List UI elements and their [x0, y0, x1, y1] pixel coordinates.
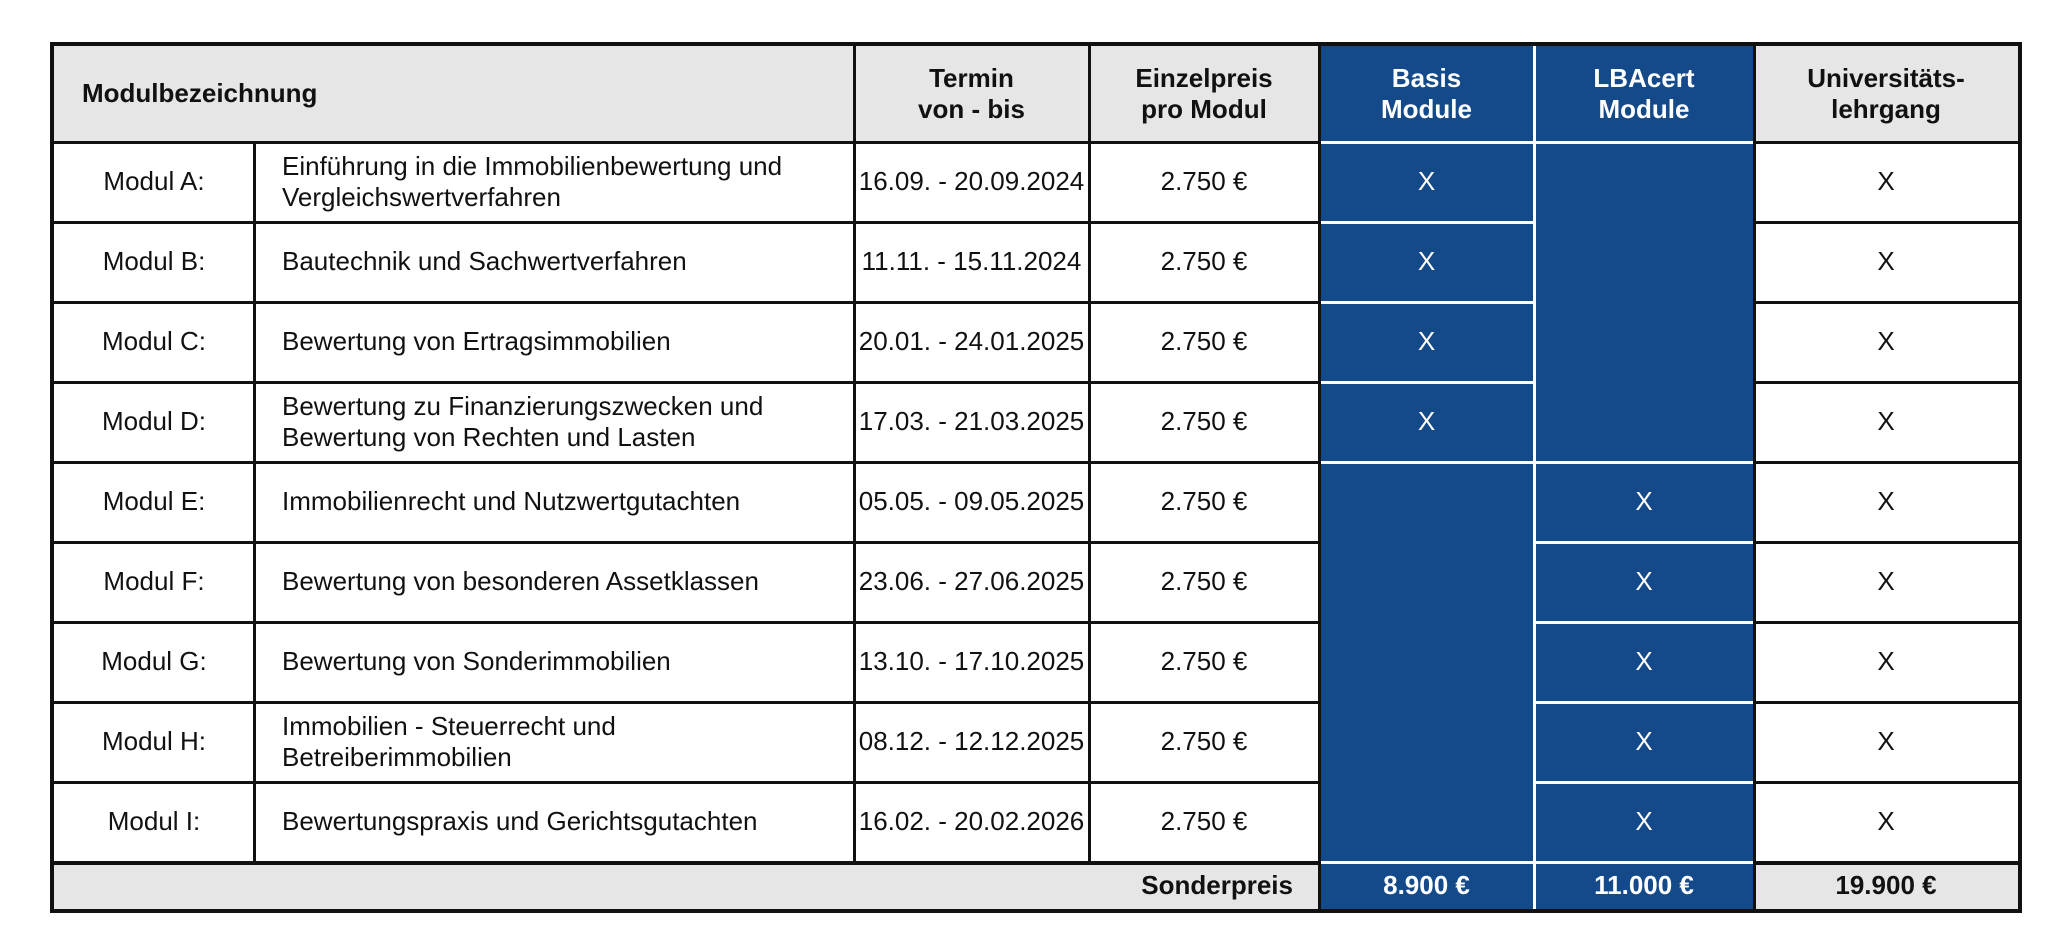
uni-mark	[1754, 702, 2018, 782]
row-divider	[54, 141, 1319, 144]
module-price	[1089, 462, 1319, 542]
uni-mark	[1754, 622, 2018, 702]
module-termin	[854, 622, 1089, 702]
module-price	[1089, 782, 1319, 862]
module-price-text: 2.750 €	[1160, 726, 1248, 757]
lbacert-mark-text: X	[1635, 486, 1653, 517]
module-code	[54, 142, 254, 222]
uni-mark-text: X	[1877, 646, 1895, 677]
module-termin	[854, 702, 1089, 782]
header-einzelpreis	[1089, 46, 1319, 142]
lbacert-divider	[1534, 701, 1754, 704]
blue-col-divider	[1533, 46, 1536, 909]
row-divider	[54, 621, 1319, 624]
row-divider	[1754, 621, 2018, 624]
module-termin	[854, 222, 1089, 302]
module-price	[1089, 702, 1319, 782]
module-title-text-line1: Bewertung zu Finanzierungszwecken und	[282, 390, 764, 421]
module-price-text: 2.750 €	[1160, 566, 1248, 597]
module-title-text-line2: Betreiberimmobilien	[282, 742, 512, 772]
module-code-text: Modul H:	[101, 726, 207, 757]
module-title	[254, 462, 854, 542]
header-uni-text-line1: Universitäts-	[1807, 62, 1965, 93]
lbacert-mark	[1534, 302, 1754, 382]
basis-mark-text: X	[1417, 166, 1436, 197]
module-code	[54, 702, 254, 782]
module-termin	[854, 462, 1089, 542]
module-title-text	[282, 151, 782, 213]
uni-mark	[1754, 462, 2018, 542]
footer-divider	[54, 862, 1319, 865]
row-divider	[1754, 781, 2018, 784]
col-divider	[253, 142, 256, 862]
module-termin-text: 23.06. - 27.06.2025	[858, 566, 1085, 597]
uni-mark-text: X	[1877, 566, 1895, 597]
lbacert-divider	[1534, 461, 1754, 464]
row-divider	[1754, 221, 2018, 224]
uni-mark-text: X	[1877, 486, 1895, 517]
module-code	[54, 542, 254, 622]
footer-divider	[1754, 862, 2018, 865]
uni-mark	[1754, 382, 2018, 462]
module-code	[54, 782, 254, 862]
module-price-text: 2.750 €	[1160, 246, 1248, 277]
row-divider	[54, 541, 1319, 544]
row-divider	[54, 221, 1319, 224]
row-divider	[1754, 381, 2018, 384]
basis-mark	[1319, 382, 1534, 462]
module-price	[1089, 542, 1319, 622]
module-code-text: Modul C:	[101, 326, 207, 357]
header-lbacert-text-line2: Module	[1598, 94, 1690, 124]
module-code-text: Modul G:	[101, 646, 207, 677]
module-price	[1089, 302, 1319, 382]
module-price-text: 2.750 €	[1160, 166, 1248, 197]
module-termin	[854, 782, 1089, 862]
footer-uni-price-text: 19.900 €	[1835, 869, 1937, 900]
module-termin	[854, 382, 1089, 462]
basis-divider	[1319, 221, 1534, 224]
footer-lbacert-price	[1534, 862, 1754, 909]
header-termin-text	[918, 63, 1025, 125]
basis-mark	[1319, 222, 1534, 302]
module-price	[1089, 622, 1319, 702]
header-einzelpreis-text-line2: pro Modul	[1141, 94, 1267, 124]
module-termin	[854, 542, 1089, 622]
lbacert-divider	[1534, 541, 1754, 544]
module-title	[254, 622, 854, 702]
row-divider	[54, 461, 1319, 464]
row-divider	[1754, 701, 2018, 704]
module-title-text: Bewertung von Sonderimmobilien	[282, 646, 671, 677]
module-title	[254, 142, 854, 222]
row-divider	[1754, 541, 2018, 544]
basis-mark	[1319, 302, 1534, 382]
module-termin-text: 16.09. - 20.09.2024	[858, 166, 1085, 197]
row-divider	[1754, 461, 2018, 464]
header-modulbezeichnung	[54, 46, 854, 142]
header-uni-text	[1807, 63, 1965, 125]
row-divider	[1754, 141, 2018, 144]
lbacert-mark	[1534, 382, 1754, 462]
module-code	[54, 382, 254, 462]
module-termin-text: 17.03. - 21.03.2025	[858, 406, 1085, 437]
lbacert-mark	[1534, 462, 1754, 542]
basis-mark	[1319, 142, 1534, 222]
footer-sonderpreis-label	[54, 862, 1319, 909]
module-code	[54, 462, 254, 542]
footer-basis-price-text: 8.900 €	[1383, 869, 1470, 900]
module-title-text-line1: Einführung in die Immobilienbewertung und	[282, 150, 783, 181]
module-termin	[854, 302, 1089, 382]
module-termin-text: 20.01. - 24.01.2025	[858, 326, 1085, 357]
header-termin-text-line2: von - bis	[918, 94, 1025, 124]
footer-blue-divider	[1319, 861, 1754, 864]
lbacert-divider	[1534, 141, 1754, 144]
module-title-text-line2: Bewertung von Rechten und Lasten	[282, 422, 696, 452]
module-title	[254, 782, 854, 862]
module-price-text: 2.750 €	[1160, 486, 1248, 517]
footer-lbacert-price-text: 11.000 €	[1594, 869, 1694, 900]
module-code-text: Modul D:	[101, 406, 207, 437]
module-price	[1089, 142, 1319, 222]
uni-mark-text: X	[1877, 326, 1895, 357]
footer-sonderpreis-text: Sonderpreis	[1141, 869, 1293, 900]
module-title-text: Bautechnik und Sachwertverfahren	[282, 246, 687, 277]
module-code-text: Modul F:	[103, 566, 205, 597]
col-divider	[1088, 46, 1091, 862]
header-lbacert-text	[1593, 63, 1694, 125]
header-basis-text	[1381, 63, 1472, 125]
header-termin-text-line1: Termin	[929, 62, 1014, 93]
lbacert-mark	[1534, 782, 1754, 862]
header-universitaetslehrgang	[1754, 46, 2018, 142]
module-code-text: Modul I:	[107, 806, 201, 837]
module-code-text: Modul A:	[103, 166, 205, 197]
basis-divider	[1319, 461, 1534, 464]
basis-divider	[1319, 141, 1534, 144]
module-code	[54, 622, 254, 702]
uni-mark	[1754, 302, 2018, 382]
uni-mark	[1754, 782, 2018, 862]
lbacert-mark	[1534, 142, 1754, 222]
module-price-text: 2.750 €	[1160, 326, 1248, 357]
module-title-text	[282, 391, 763, 453]
header-uni-text-line2: lehrgang	[1831, 94, 1941, 124]
row-divider	[54, 701, 1319, 704]
lbacert-mark-text: X	[1635, 806, 1653, 837]
footer-uni-price	[1754, 862, 2018, 909]
lbacert-divider	[1534, 621, 1754, 624]
module-termin-text: 13.10. - 17.10.2025	[858, 646, 1085, 677]
uni-mark	[1754, 222, 2018, 302]
row-divider	[1754, 301, 2018, 304]
module-title-text: Immobilienrecht und Nutzwertgutachten	[282, 486, 741, 517]
basis-divider	[1319, 381, 1534, 384]
header-lbacert-text-line1: LBAcert	[1593, 62, 1695, 93]
footer-basis-price	[1319, 862, 1534, 909]
module-title-text: Bewertung von besonderen Assetklassen	[282, 566, 759, 597]
uni-mark-text: X	[1877, 246, 1895, 277]
uni-mark	[1754, 542, 2018, 622]
header-basis-text-line1: Basis	[1391, 62, 1462, 93]
module-title-text: Bewertungspraxis und Gerichtsgutachten	[282, 806, 758, 837]
basis-mark	[1319, 702, 1534, 782]
lbacert-mark-text: X	[1635, 726, 1653, 757]
module-title-text-line1: Immobilien - Steuerrecht und	[282, 710, 616, 741]
module-code	[54, 302, 254, 382]
uni-mark	[1754, 142, 2018, 222]
basis-mark-text: X	[1417, 406, 1436, 437]
header-einzelpreis-text	[1135, 63, 1272, 125]
module-title	[254, 382, 854, 462]
uni-mark-text: X	[1877, 166, 1895, 197]
pricing-table	[50, 42, 2022, 913]
module-code-text: Modul E:	[102, 486, 206, 517]
row-divider	[54, 781, 1319, 784]
module-price	[1089, 382, 1319, 462]
uni-mark-text: X	[1877, 406, 1895, 437]
module-price	[1089, 222, 1319, 302]
lbacert-mark	[1534, 542, 1754, 622]
module-termin-text: 16.02. - 20.02.2026	[858, 806, 1085, 837]
basis-mark-text: X	[1417, 246, 1436, 277]
basis-mark	[1319, 622, 1534, 702]
module-title-text: Bewertung von Ertragsimmobilien	[282, 326, 671, 357]
lbacert-mark	[1534, 622, 1754, 702]
module-title	[254, 222, 854, 302]
module-termin-text: 11.11. - 15.11.2024	[861, 246, 1082, 277]
basis-mark	[1319, 782, 1534, 862]
lbacert-divider	[1534, 781, 1754, 784]
uni-mark-text: X	[1877, 806, 1895, 837]
lbacert-mark-text: X	[1635, 646, 1653, 677]
module-title	[254, 302, 854, 382]
module-title	[254, 702, 854, 782]
module-code	[54, 222, 254, 302]
module-title-text	[282, 711, 616, 773]
module-price-text: 2.750 €	[1160, 806, 1248, 837]
module-code-text: Modul B:	[102, 246, 206, 277]
basis-mark	[1319, 542, 1534, 622]
col-divider	[1753, 46, 1756, 909]
col-divider	[853, 46, 856, 862]
lbacert-mark	[1534, 222, 1754, 302]
basis-mark	[1319, 462, 1534, 542]
header-termin	[854, 46, 1089, 142]
module-title-text-line2: Vergleichswertverfahren	[282, 182, 561, 212]
module-termin	[854, 142, 1089, 222]
module-price-text: 2.750 €	[1160, 406, 1248, 437]
header-einzelpreis-text-line1: Einzelpreis	[1135, 62, 1273, 93]
basis-mark-text: X	[1417, 326, 1436, 357]
header-lbacert-module	[1534, 46, 1754, 142]
basis-divider	[1319, 301, 1534, 304]
header-basis-module	[1319, 46, 1534, 142]
col-divider	[1318, 46, 1321, 909]
header-modulbezeichnung-label: Modulbezeichnung	[82, 78, 318, 109]
header-basis-text-line2: Module	[1381, 94, 1472, 124]
lbacert-mark-text: X	[1635, 566, 1653, 597]
module-termin-text: 08.12. - 12.12.2025	[858, 726, 1085, 757]
module-price-text: 2.750 €	[1160, 646, 1248, 677]
row-divider	[54, 301, 1319, 304]
lbacert-mark	[1534, 702, 1754, 782]
row-divider	[54, 381, 1319, 384]
module-title	[254, 542, 854, 622]
uni-mark-text: X	[1877, 726, 1895, 757]
module-termin-text: 05.05. - 09.05.2025	[858, 486, 1085, 517]
